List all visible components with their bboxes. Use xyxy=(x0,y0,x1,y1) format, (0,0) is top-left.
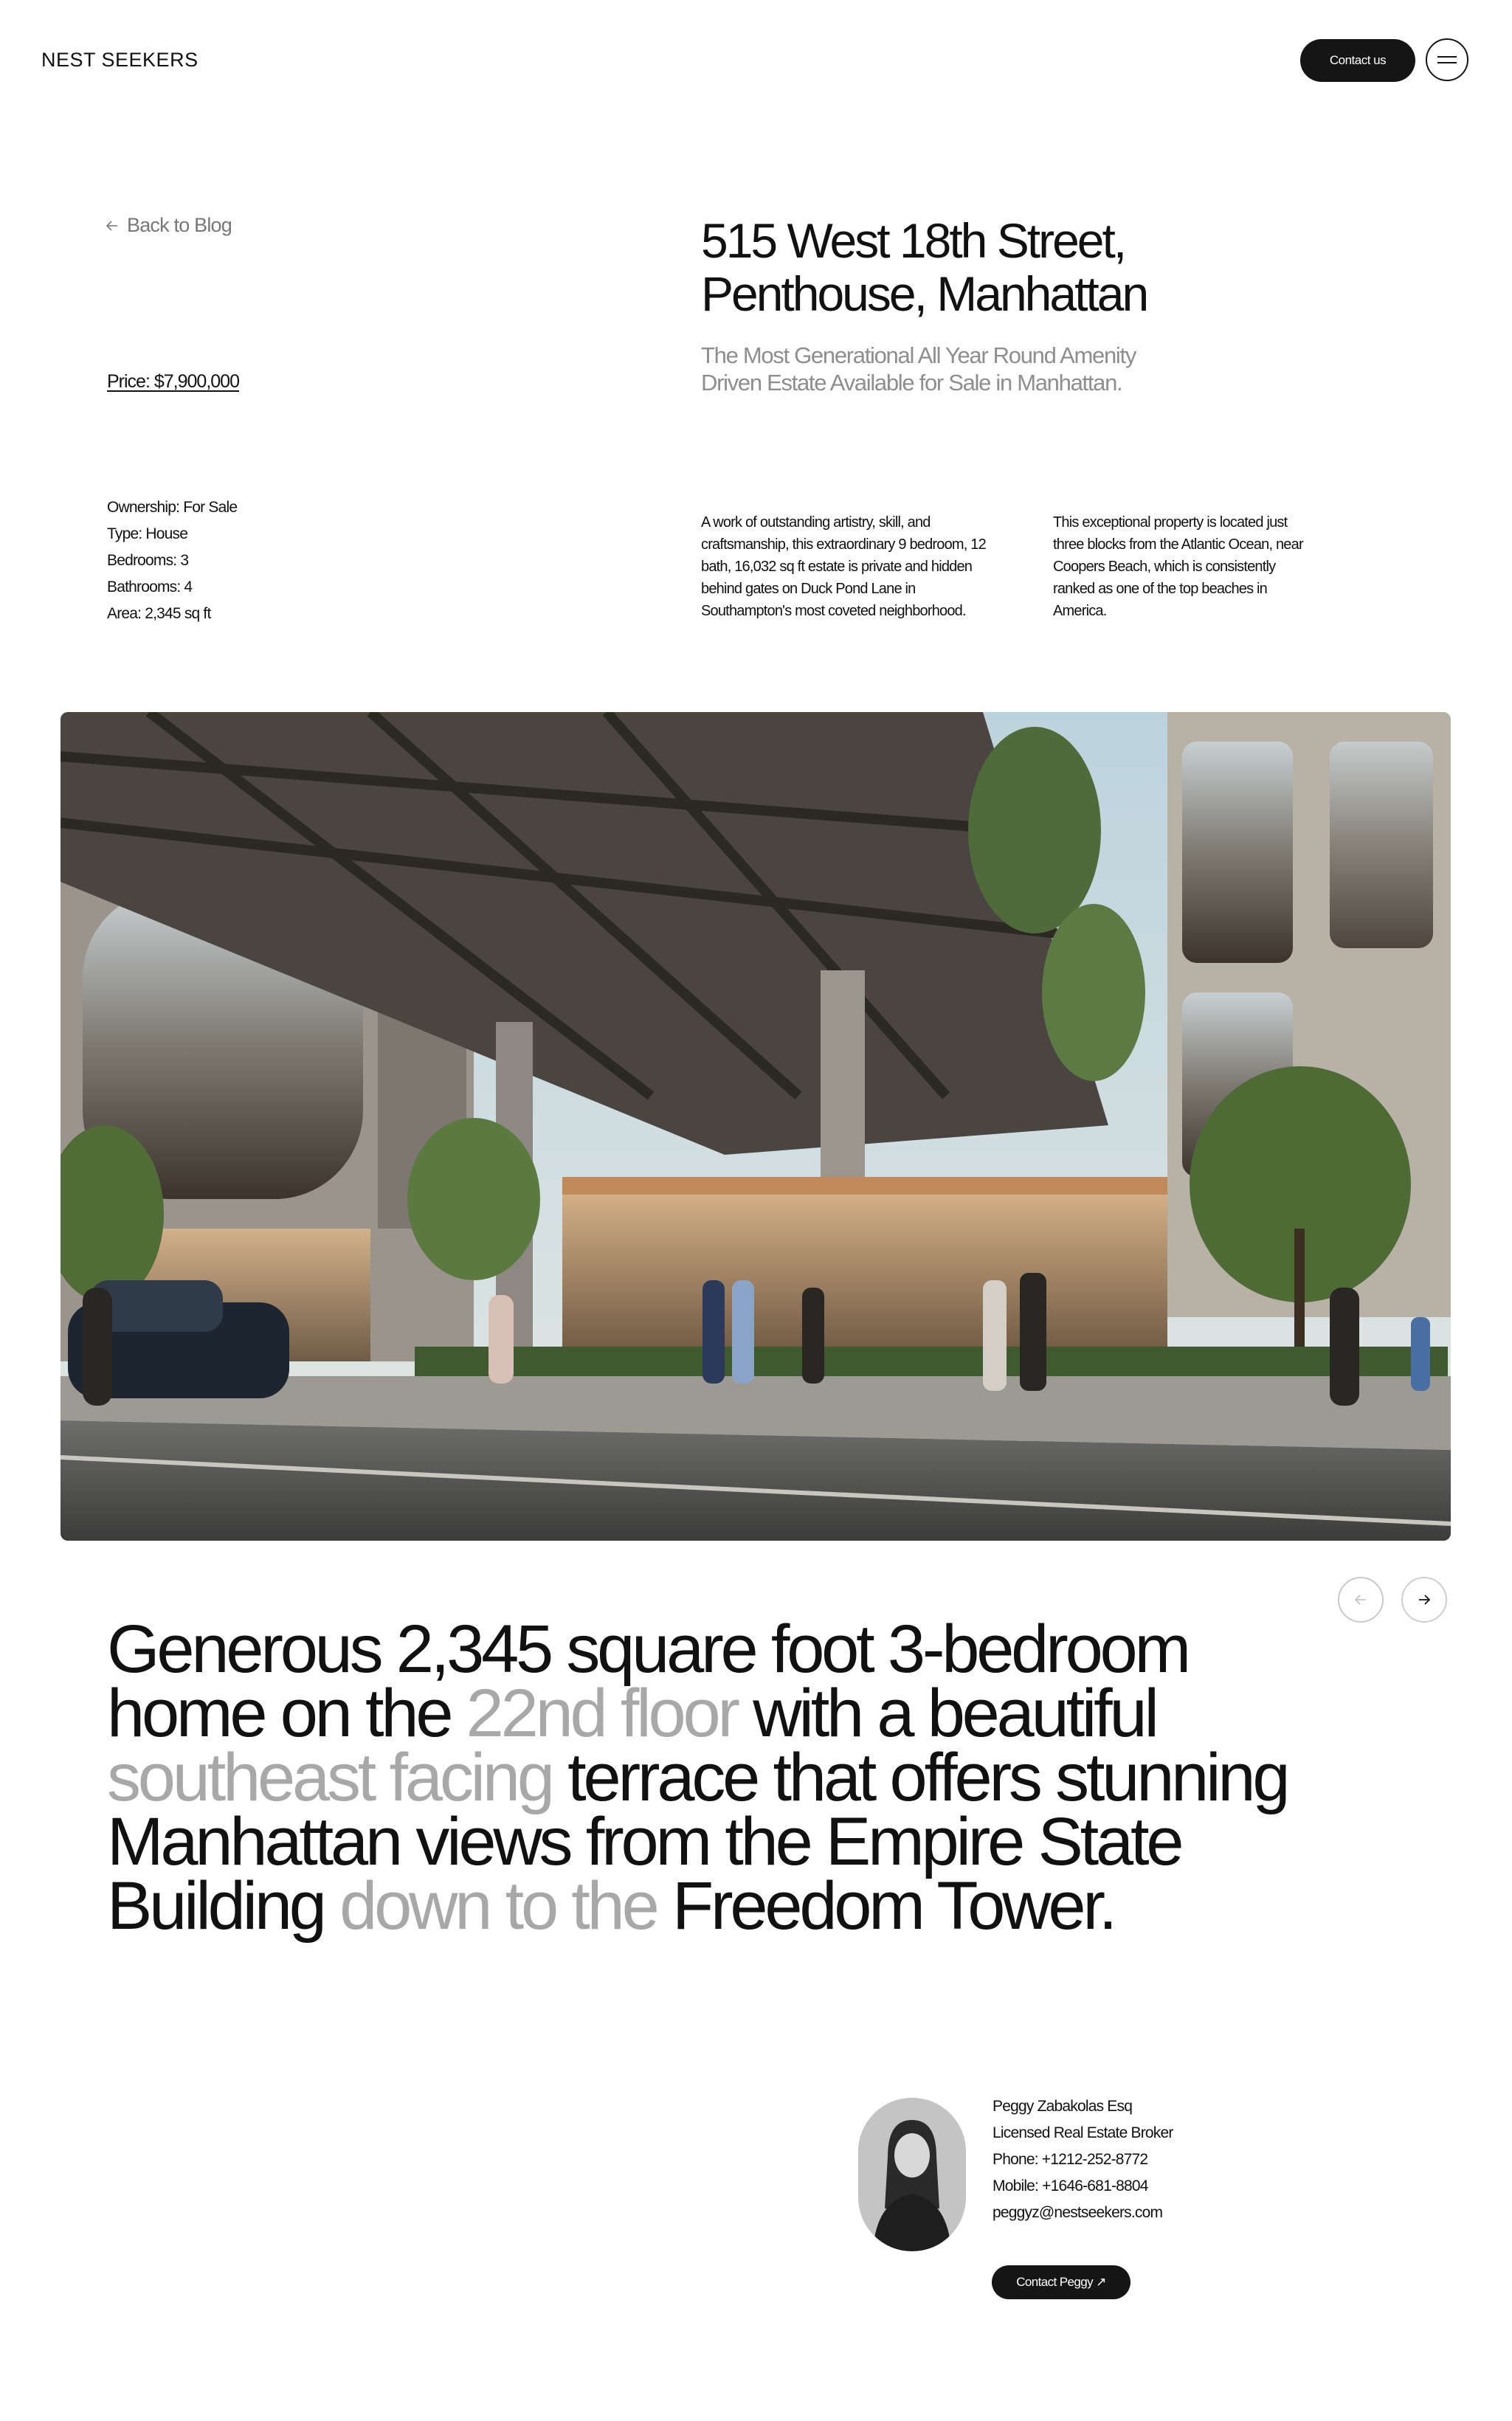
headline-part-3: terrace that offers stunning Manhattan views from the Empire State Building xyxy=(107,1740,1288,1944)
carousel-next-button[interactable] xyxy=(1401,1577,1447,1623)
description-paragraph-2: This exceptional property is located just three blocks from the Atlantic Ocean, near Coopers Beach, which is consistently ranked as one of the top beaches in America. xyxy=(1053,514,1303,619)
title-line-1: 515 West 18th Street, xyxy=(701,213,1125,268)
description-paragraph-1: A work of outstanding artistry, skill, and craftsmanship, this extraordinary 9 bedroom, 12 bath, 16,032 sq ft estate is private and hidden behind gates on Duck Pond Lane in Southampton's most coveted neighborhood. xyxy=(701,514,986,619)
arrow-right-icon xyxy=(1417,1592,1432,1607)
carousel-prev-button[interactable] xyxy=(1338,1577,1384,1623)
headline-part-2: with a beautiful xyxy=(736,1676,1156,1751)
arrow-left-icon xyxy=(1353,1592,1368,1607)
price-link[interactable]: Price: $7,900,000 xyxy=(107,371,239,392)
headline-part-4: Freedom Tower. xyxy=(656,1868,1115,1944)
headline-highlight-facing: southeast facing xyxy=(107,1740,552,1815)
property-facts xyxy=(107,494,237,627)
headline-part-1: Generous 2,345 square foot 3-bedroom home on the xyxy=(107,1612,1188,1751)
title-line-2: Penthouse, Manhattan xyxy=(701,266,1147,321)
arrow-left-icon xyxy=(105,218,120,233)
contact-peggy-button[interactable]: Contact Peggy ↗ xyxy=(992,2265,1130,2299)
back-to-blog-link[interactable] xyxy=(105,214,232,237)
agent-phone[interactable]: Phone: +1212-252-8772 xyxy=(993,2151,1148,2168)
fact-bathrooms: Bathrooms: 4 xyxy=(107,579,193,595)
agent-role: Licensed Real Estate Broker xyxy=(993,2124,1173,2141)
agent-info xyxy=(993,2093,1173,2226)
agent-avatar xyxy=(858,2098,966,2251)
page-subtitle xyxy=(701,342,1218,396)
back-to-blog-label: Back to Blog xyxy=(127,214,232,236)
agent-name: Peggy Zabakolas Esq xyxy=(993,2098,1133,2115)
feature-headline xyxy=(107,1612,1288,1944)
agent-mobile[interactable]: Mobile: +1646-681-8804 xyxy=(993,2177,1148,2194)
logo[interactable]: NEST SEEKERS xyxy=(41,49,199,71)
contact-us-button[interactable]: Contact us xyxy=(1300,39,1415,82)
headline-highlight-floor: 22nd floor xyxy=(466,1676,737,1751)
hero-image xyxy=(61,712,1451,1541)
subtitle-line-2: Driven Estate Available for Sale in Manhattan. xyxy=(701,370,1122,396)
headline-highlight-down: down to the xyxy=(339,1868,657,1944)
fact-ownership: Ownership: For Sale xyxy=(107,499,238,516)
hamburger-icon xyxy=(1437,56,1457,58)
fact-bedrooms: Bedrooms: 3 xyxy=(107,552,189,569)
subtitle-line-1: The Most Generational All Year Round Amenity xyxy=(701,342,1136,368)
fact-area: Area: 2,345 sq ft xyxy=(107,605,211,622)
hamburger-icon-line xyxy=(1437,62,1457,63)
agent-email[interactable]: peggyz@nestseekers.com xyxy=(993,2204,1163,2221)
fact-type: Type: House xyxy=(107,525,188,542)
menu-button[interactable] xyxy=(1426,38,1468,81)
page-title xyxy=(701,214,1365,320)
